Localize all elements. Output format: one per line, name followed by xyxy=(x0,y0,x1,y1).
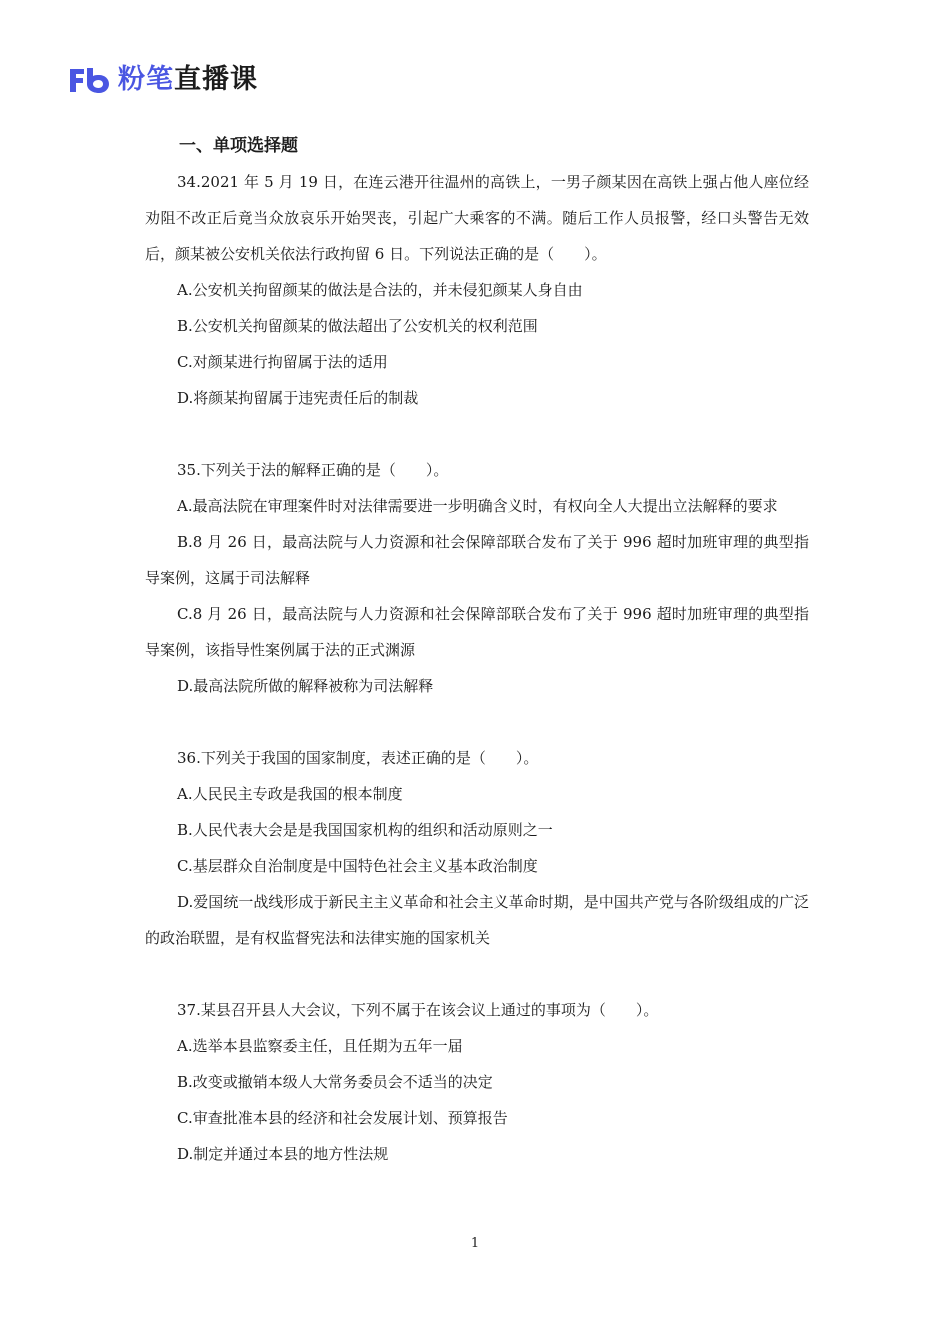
option-b: B.公安机关拘留颜某的做法超出了公安机关的权利范围 xyxy=(177,317,538,335)
option-d: D.将颜某拘留属于违宪责任后的制裁 xyxy=(177,389,419,407)
logo-brand-text: 粉笔 xyxy=(118,64,174,95)
option-d: D.最高法院所做的解释被称为司法解释 xyxy=(177,677,434,695)
option-a: A.选举本县监察委主任，且任期为五年一届 xyxy=(177,1037,463,1055)
brand-logo xyxy=(68,62,258,98)
option-c: C.对颜某进行拘留属于法的适用 xyxy=(177,353,388,371)
logo-wordmark xyxy=(118,62,258,98)
question-37 xyxy=(145,992,809,1172)
option-a: A.公安机关拘留颜某的做法是合法的，并未侵犯颜某人身自由 xyxy=(177,281,583,299)
option-b: B.改变或撤销本级人大常务委员会不适当的决定 xyxy=(177,1073,493,1091)
logo-product-text: 直播课 xyxy=(174,64,258,95)
question-36 xyxy=(145,740,809,956)
option-c: C.审查批准本县的经济和社会发展计划、预算报告 xyxy=(177,1109,508,1127)
question-stem: 37.某县召开县人大会议，下列不属于在该会议上通过的事项为（ ）。 xyxy=(177,1001,659,1019)
option-b: B.8 月 26 日，最高法院与人力资源和社会保障部联合发布了关于 996 超时加班审理的典型指导案例，这属于司法解释 xyxy=(145,533,809,587)
option-c: C.基层群众自治制度是中国特色社会主义基本政治制度 xyxy=(177,857,538,875)
option-d: D.制定并通过本县的地方性法规 xyxy=(177,1145,389,1163)
question-stem: 34.2021 年 5 月 19 日，在连云港开往温州的高铁上，一男子颜某因在高铁上强占他人座位经劝阻不改正后竟当众放哀乐开始哭丧，引起广大乘客的不满。随后工作人员报警，经口头警告无效后，颜某被公安机关依法行政拘留 6 日。下列说法正确的是（ ）。 xyxy=(145,173,809,263)
option-a: A.最高法院在审理案件时对法律需要进一步明确含义时，有权向全人大提出立法解释的要求 xyxy=(177,497,778,515)
document-body xyxy=(145,128,809,1172)
option-a: A.人民民主专政是我国的根本制度 xyxy=(177,785,403,803)
fb-logo-icon xyxy=(68,65,112,95)
option-c: C.8 月 26 日，最高法院与人力资源和社会保障部联合发布了关于 996 超时加班审理的典型指导案例，该指导性案例属于法的正式渊源 xyxy=(145,605,809,659)
section-title: 一、单项选择题 xyxy=(179,136,298,156)
option-b: B.人民代表大会是是我国国家机构的组织和活动原则之一 xyxy=(177,821,553,839)
page-number: 1 xyxy=(470,1236,480,1251)
option-d: D.爱国统一战线形成于新民主主义革命和社会主义革命时期，是中国共产党与各阶级组成的广泛的政治联盟，是有权监督宪法和法律实施的国家机关 xyxy=(145,893,809,947)
question-35 xyxy=(145,452,809,704)
question-34 xyxy=(145,164,809,416)
question-stem: 35.下列关于法的解释正确的是（ ）。 xyxy=(177,461,449,479)
question-stem: 36.下列关于我国的国家制度，表述正确的是（ ）。 xyxy=(177,749,539,767)
